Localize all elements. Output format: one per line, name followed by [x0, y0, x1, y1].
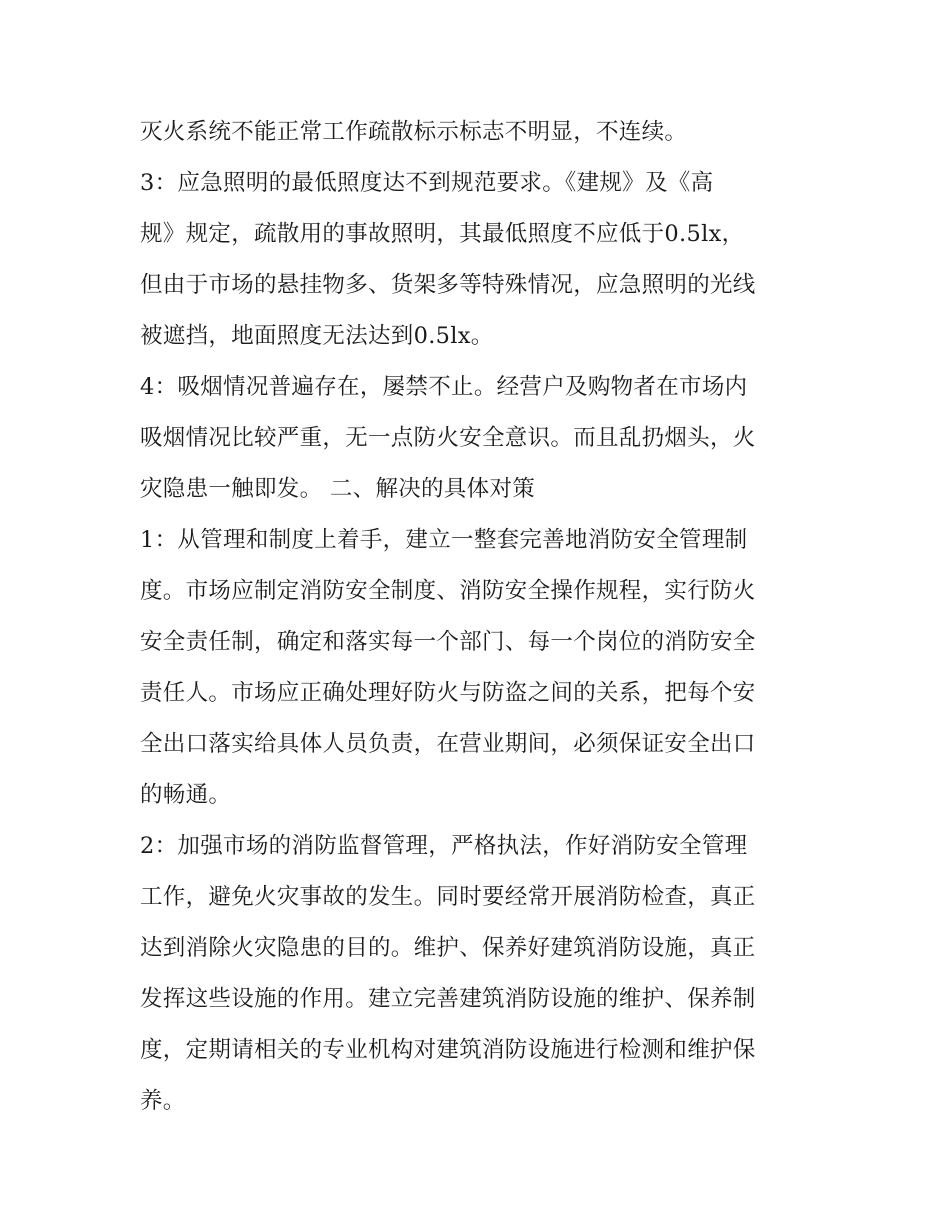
- text-line: 灭火系统不能正常工作疏散标示标志不明显，不连续。: [140, 119, 688, 145]
- text-line: 2：加强市场的消防监督管理，严格执法，作好消防安全管理: [140, 833, 748, 859]
- text-line: 灾隐患一触即发。 二、解决的具体对策: [140, 476, 536, 502]
- text-line: 吸烟情况比较严重，无一点防火安全意识。而且乱扔烟头，火: [140, 425, 756, 451]
- text-line: 的畅通。: [140, 782, 232, 808]
- text-line: 规》规定，疏散用的事故照明，其最低照度不应低于0.5lx，: [140, 221, 745, 247]
- text-line: 发挥这些设施的作用。建立完善建筑消防设施的维护、保养制: [140, 986, 756, 1012]
- text-line: 1：从管理和制度上着手，建立一整套完善地消防安全管理制: [140, 527, 748, 553]
- text-line: 4：吸烟情况普遍存在，屡禁不止。经营户及购物者在市场内: [140, 374, 748, 400]
- text-line: 安全责任制，确定和落实每一个部门、每一个岗位的消防安全: [140, 629, 756, 655]
- text-line: 工作，避免火灾事故的发生。同时要经常开展消防检查，真正: [140, 884, 756, 910]
- text-line: 被遮挡，地面照度无法达到0.5lx。: [140, 323, 494, 349]
- text-line: 但由于市场的悬挂物多、货架多等特殊情况，应急照明的光线: [140, 272, 756, 298]
- text-line: 度。市场应制定消防安全制度、消防安全操作规程，实行防火: [140, 578, 756, 604]
- text-line: 度，定期请相关的专业机构对建筑消防设施进行检测和维护保: [140, 1037, 756, 1063]
- text-line: 全出口落实给具体人员负责，在营业期间，必须保证安全出口: [140, 731, 756, 757]
- text-line: 责任人。市场应正确处理好防火与防盗之间的关系，把每个安: [140, 680, 756, 706]
- text-line: 达到消除火灾隐患的目的。维护、保养好建筑消防设施，真正: [140, 935, 756, 961]
- text-line: 3：应急照明的最低照度达不到规范要求。《建规》及《高: [140, 170, 714, 196]
- document-page: [140, 107, 820, 1127]
- text-line: 养。: [140, 1088, 186, 1114]
